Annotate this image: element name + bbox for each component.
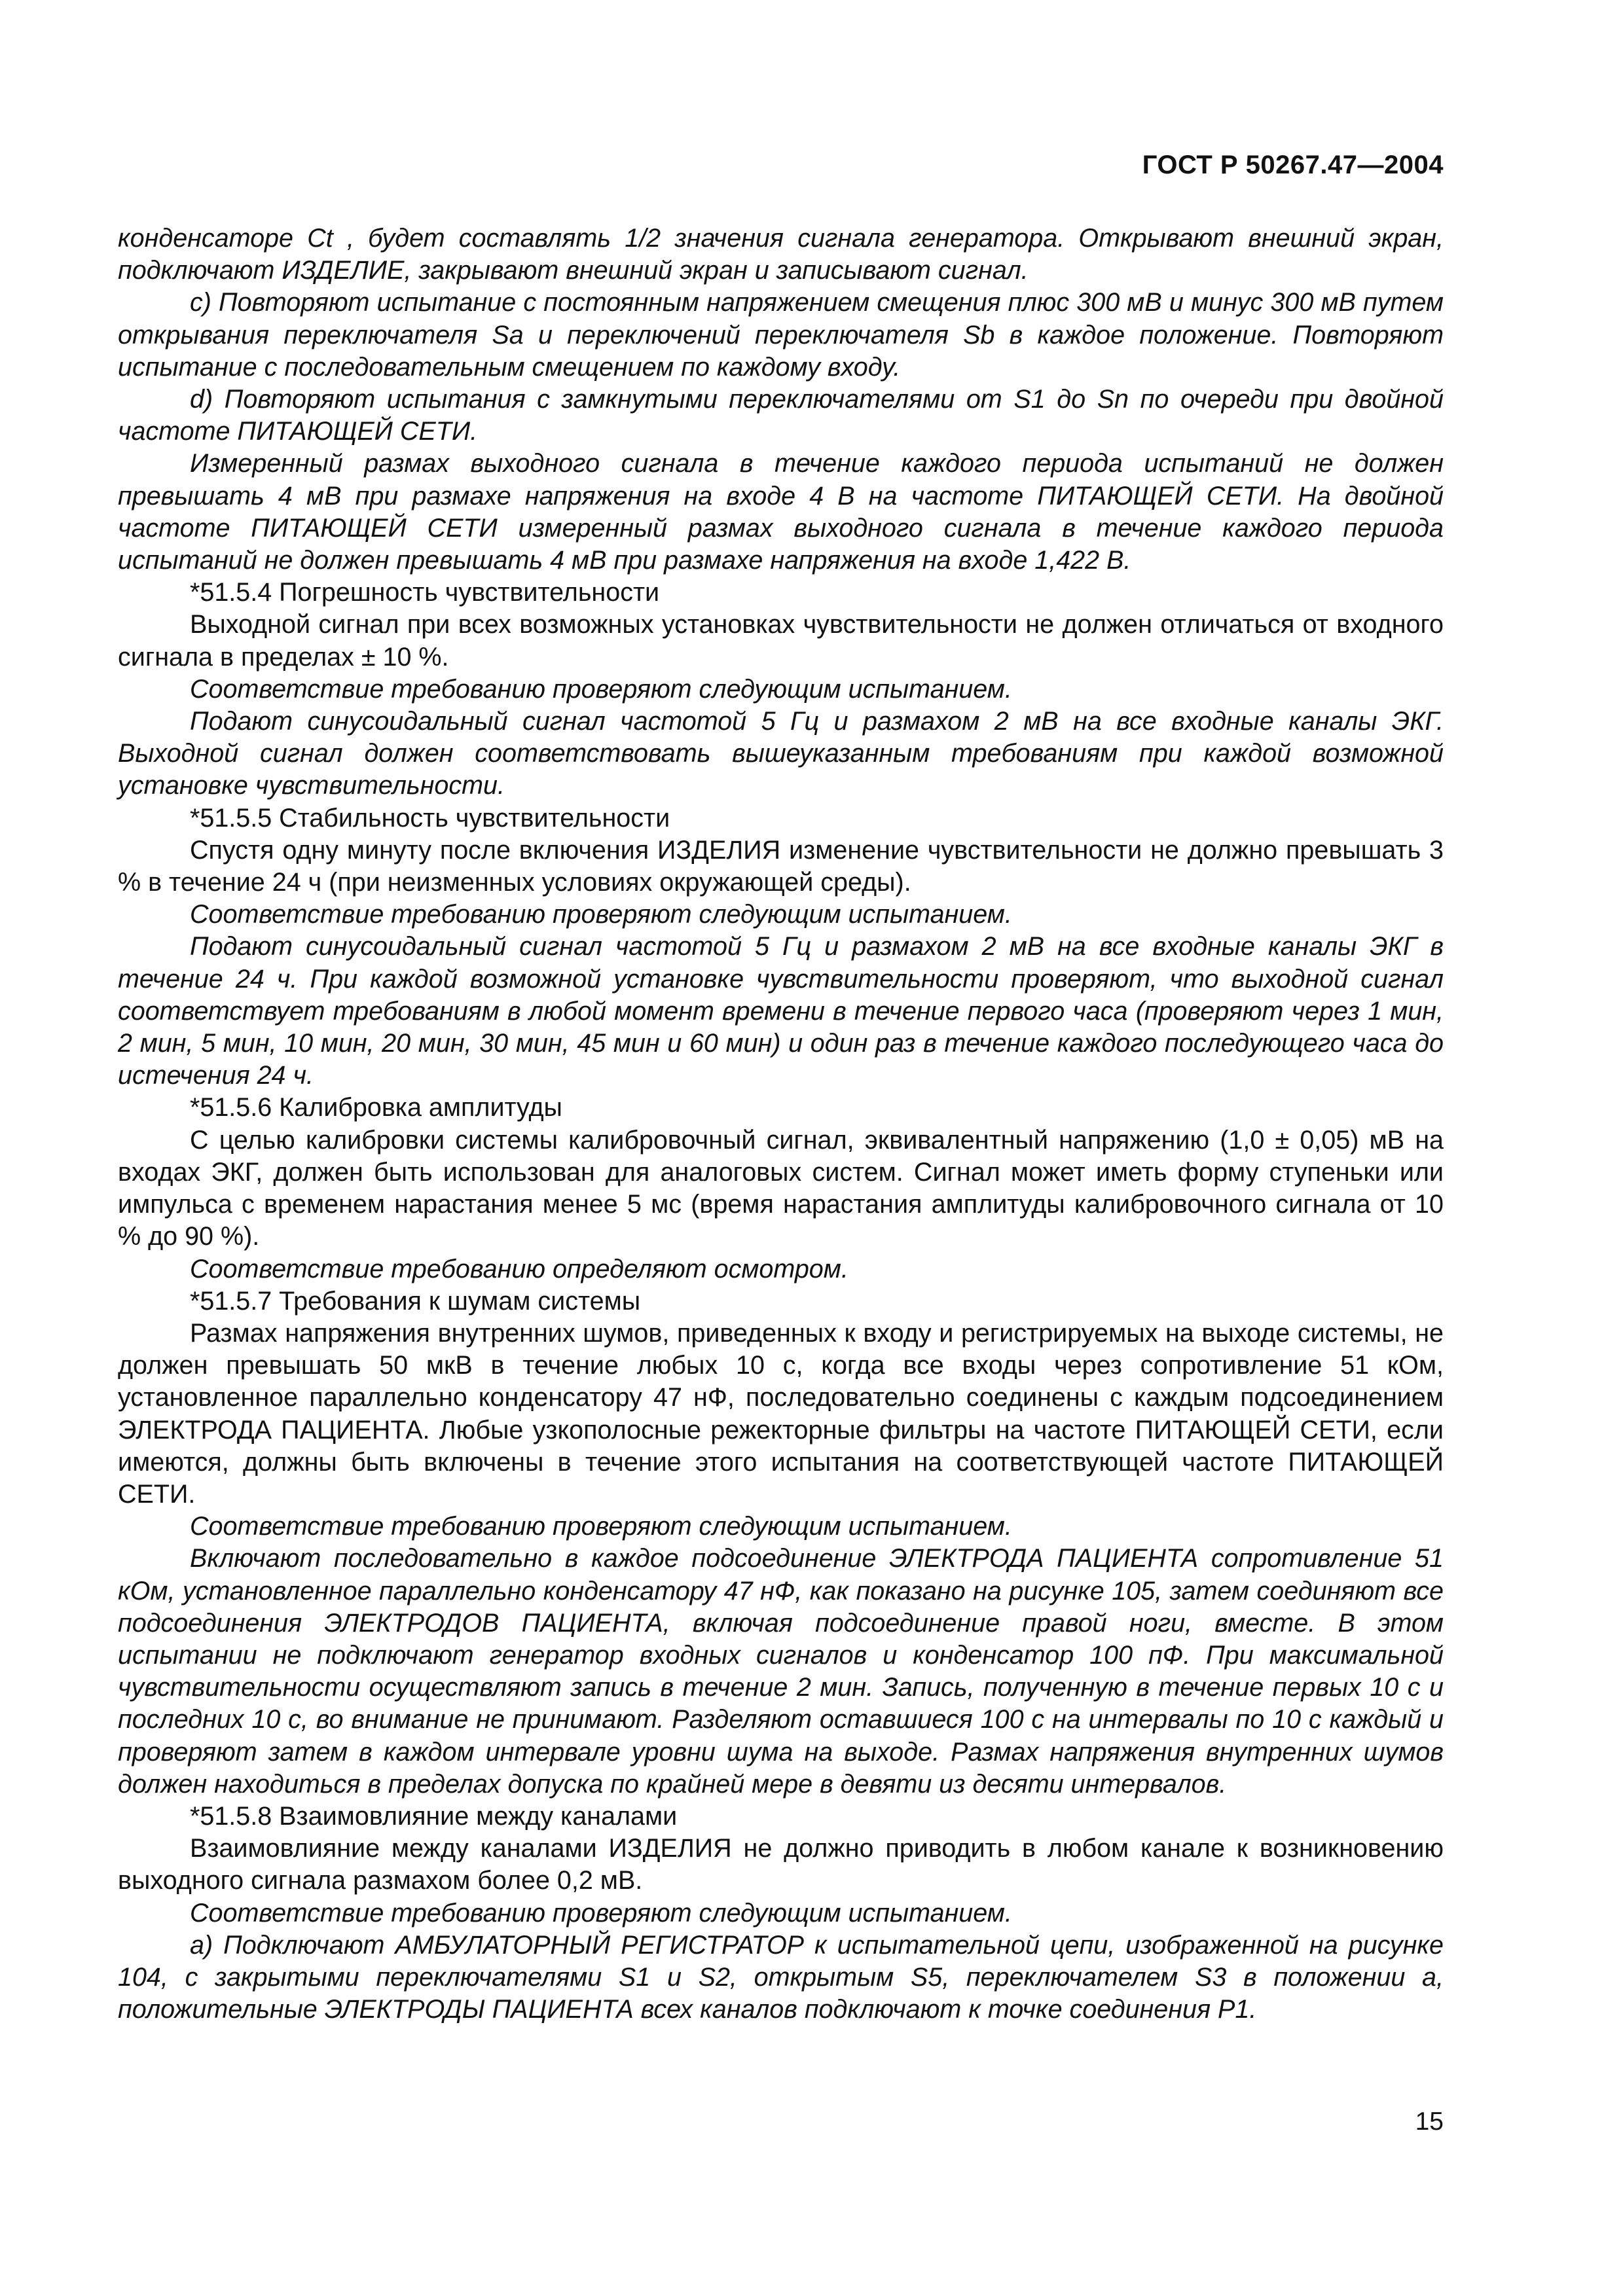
paragraph: Подают синусоидальный сигнал частотой 5 Гц и размахом 2 мВ на все входные каналы ЭКГ в течение 24 ч. При каждой возможной установке чувствительности проверяют, что выходной сигнал соответствует требованиям в любой момент времени в течение первого часа (проверяют через 1 мин, 2 мин, 5 мин, 10 мин, 20 мин, 30 мин, 45 мин и 60 мин) и один раз в течение каждого последующего часа до истечения 24 ч. [118, 932, 1444, 1090]
paragraph: Размах напряжения внутренних шумов, приведенных к входу и регистрируемых на выходе системы, не должен превышать 50 мкВ в течение любых 10 с, когда все входы через сопротивление 51 кОм, установленное параллельно конденсатору 47 нФ, последовательно соединены с каждым подсоединением ЭЛЕКТРОДА ПАЦИЕНТА. Любые узкополосные режекторные фильтры на частоте ПИТАЮЩЕЙ СЕТИ, если имеются, должны быть включены в течение этого испытания на соответствующей частоте ПИТАЮЩЕЙ СЕТИ. [118, 1318, 1444, 1509]
paragraph: a) Подключают АМБУЛАТОРНЫЙ РЕГИСТРАТОР к испытательной цепи, изображенной на рисунке 104, с закрытыми переключателями S1 и S2, открытым S5, переключателем S3 в положении a, положительные ЭЛЕКТРОДЫ ПАЦИЕНТА всех каналов подключают к точке соединения P1. [118, 1930, 1444, 2024]
paragraph: Подают синусоидальный сигнал частотой 5 Гц и размахом 2 мВ на все входные каналы ЭКГ. Выходной сигнал должен соответствовать вышеуказанным требованиям при каждой возможной установке чувствительности. [118, 707, 1444, 800]
section-heading: *51.5.7 Требования к шумам системы [190, 1286, 641, 1316]
section-heading: *51.5.8 Взаимовлияние между каналами [190, 1801, 678, 1831]
paragraph: Спустя одну минуту после включения ИЗДЕЛИЯ изменение чувствительности не должно превышать 3 % в течение 24 ч (при неизменных условиях окружающей среды). [118, 835, 1444, 897]
paragraph: Измеренный размах выходного сигнала в течение каждого периода испытаний не должен превышать 4 мВ при размахе напряжения на входе 4 В на частоте ПИТАЮЩЕЙ СЕТИ. На двойной частоте ПИТАЮЩЕЙ СЕТИ измеренный размах выходного сигнала в течение каждого периода испытаний не должен превышать 4 мВ при размахе напряжения на входе 1,422 В. [118, 449, 1444, 575]
section-heading: *51.5.4 Погрешность чувствительности [190, 578, 660, 607]
section-heading: *51.5.5 Стабильность чувствительности [190, 803, 670, 833]
paragraph: Соответствие требованию проверяют следующим испытанием. [190, 674, 1012, 704]
document-body [118, 223, 1444, 2026]
paragraph: Соответствие требованию определяют осмотром. [190, 1254, 848, 1283]
paragraph: Соответствие требованию проверяют следующим испытанием. [190, 1898, 1012, 1928]
paragraph: Включают последовательно в каждое подсоединение ЭЛЕКТРОДА ПАЦИЕНТА сопротивление 51 кОм, установленное параллельно конденсатору 47 нФ, как показано на рисунке 105, затем соединяют все подсоединения ЭЛЕКТРОДОВ ПАЦИЕНТА, включая подсоединение правой ноги, вместе. В этом испытании не подключают генератор входных сигналов и конденсатор 100 пФ. При максимальной чувствительности осуществляют запись в течение 2 мин. Запись, полученную в течение первых 10 с и последних 10 с, во внимание не принимают. Разделяют оставшиеся 100 с на интервалы по 10 с каждый и проверяют затем в каждом интервале уровни шума на выходе. Размах напряжения внутренних шумов должен находиться в пределах допуска по крайней мере в девяти из десяти интервалов. [118, 1544, 1444, 1799]
paragraph: Выходной сигнал при всех возможных установках чувствительности не должен отличаться от входного сигнала в пределах ± 10 %. [118, 610, 1444, 672]
document-page [118, 131, 1444, 2173]
paragraph: Взаимовлияние между каналами ИЗДЕЛИЯ не должно приводить в любом канале к возникновению выходного сигнала размахом более 0,2 мВ. [118, 1834, 1444, 1895]
document-code-header: ГОСТ Р 50267.47—2004 [1142, 151, 1444, 179]
paragraph: конденсаторе Ct , будет составлять 1/2 значения сигнала генератора. Открывают внешний экран, подключают ИЗДЕЛИЕ, закрывают внешний экран и записывают сигнал. [118, 224, 1444, 285]
paragraph: d) Повторяют испытания с замкнутыми переключателями от S1 до Sn по очереди при двойной частоте ПИТАЮЩЕЙ СЕТИ. [118, 385, 1444, 446]
paragraph: Соответствие требованию проверяют следующим испытанием. [190, 900, 1012, 929]
paragraph: Соответствие требованию проверяют следующим испытанием. [190, 1512, 1012, 1541]
paragraph: С целью калибровки системы калибровочный сигнал, эквивалентный напряжению (1,0 ± 0,05) мВ на входах ЭКГ, должен быть использован для аналоговых систем. Сигнал может иметь форму ступеньки или импульса с временем нарастания менее 5 мс (время нарастания амплитуды калибровочного сигнала от 10 % до 90 %). [118, 1125, 1444, 1251]
paragraph: c) Повторяют испытание с постоянным напряжением смещения плюс 300 мВ и минус 300 мВ путем открывания переключателя Sa и переключений переключателя Sb в каждое положение. Повторяют испытание с последовательным смещением по каждому входу. [118, 288, 1444, 382]
section-heading: *51.5.6 Калибровка амплитуды [190, 1093, 562, 1122]
page-number: 15 [1415, 2108, 1444, 2136]
